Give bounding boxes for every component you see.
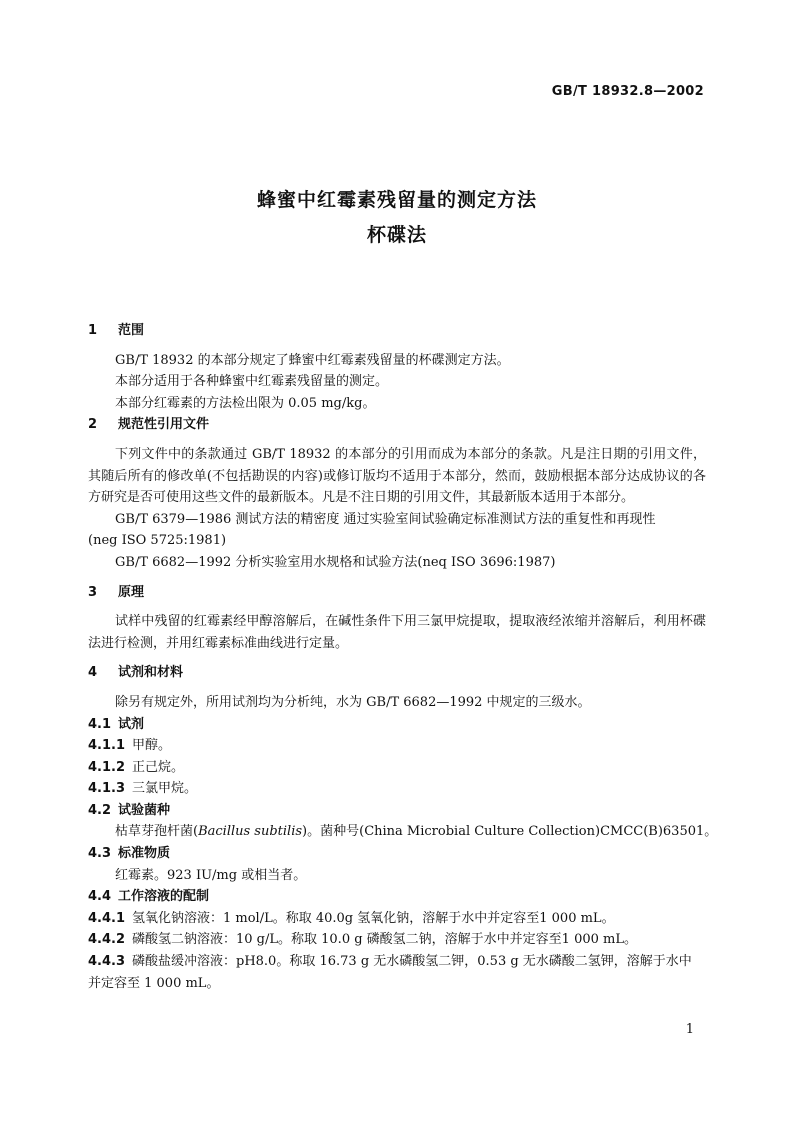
standard-number: GB/T 18932.8—2002 bbox=[551, 84, 704, 99]
paragraph: 下列文件中的条款通过 GB/T 18932 的本部分的引用而成为本部分的条款。凡是注日期的引用文件，其随后所有的修改单(不包括勘误的内容)或修订版均不适用于本部分，然而，鼓励根据本部分达成协议的各方研究是否可使用这些文件的最新版本。凡是不注日期的引用文件，其最新版本适用于本部分。 bbox=[88, 446, 706, 506]
clause-number: 4.1.2 bbox=[88, 759, 126, 775]
reference-item: GB/T 6379—1986 测试方法的精密度 通过实验室间试验确定标准测试方法的重复性和再现性 bbox=[115, 511, 656, 527]
subsection-heading bbox=[88, 800, 706, 822]
paragraph: 除另有规定外，所用试剂均为分析纯，水为 GB/T 6682—1992 中规定的三级水。 bbox=[115, 694, 591, 710]
clause-text: 磷酸盐缓冲溶液：pH8.0。称取 16.73 g 无水磷酸氢二钾，0.53 g 无水磷酸二氢钾，溶解于水中 bbox=[132, 954, 692, 970]
clause-number: 4.1.1 bbox=[88, 738, 126, 754]
paragraph: 本部分红霉素的方法检出限为 0.05 mg/kg。 bbox=[115, 395, 376, 411]
paragraph: 红霉素。923 IU/mg 或相当者。 bbox=[115, 867, 307, 883]
section-number: 4 bbox=[88, 665, 98, 681]
reference-item: GB/T 6682—1992 分析实验室用水规格和试验方法(neq ISO 3696:1987) bbox=[115, 554, 556, 570]
clause bbox=[88, 735, 706, 757]
paragraph: GB/T 18932 的本部分规定了蜂蜜中红霉素残留量的杯碟测定方法。 bbox=[115, 352, 510, 368]
document-body bbox=[88, 320, 718, 994]
clause-number: 4.1.3 bbox=[88, 781, 126, 797]
clause-continuation: 并定容至 1 000 mL。 bbox=[88, 975, 220, 991]
text-run: )。菌种号(China Microbial Culture Collection)CMCC(B)63501。 bbox=[302, 824, 718, 840]
reference-item-continuation: (neg ISO 5725:1981) bbox=[88, 533, 227, 549]
section-4-heading bbox=[88, 662, 706, 684]
clause-number: 4.4.3 bbox=[88, 954, 126, 970]
document-subtitle: 杯碟法 bbox=[366, 224, 427, 246]
clause-text: 正己烷。 bbox=[132, 759, 185, 775]
clause bbox=[88, 929, 706, 951]
clause bbox=[88, 778, 706, 800]
document-title: 蜂蜜中红霉素残留量的测定方法 bbox=[256, 189, 537, 211]
section-title: 标准物质 bbox=[118, 846, 171, 862]
text-run: 枯草芽孢杆菌( bbox=[115, 824, 199, 840]
clause-text: 三氯甲烷。 bbox=[132, 781, 198, 797]
section-number: 3 bbox=[88, 584, 98, 600]
clause bbox=[88, 951, 706, 973]
subsection-heading bbox=[88, 843, 706, 865]
section-number: 1 bbox=[88, 323, 98, 338]
section-title: 试剂 bbox=[118, 716, 145, 732]
section-title: 工作溶液的配制 bbox=[118, 889, 210, 905]
section-title: 规范性引用文件 bbox=[118, 417, 210, 433]
page-number: 1 bbox=[685, 1022, 694, 1037]
clause bbox=[88, 757, 706, 779]
subsection-heading bbox=[88, 714, 706, 736]
section-title: 试验菌种 bbox=[118, 802, 171, 818]
clause-text: 甲醇。 bbox=[132, 738, 172, 754]
paragraph bbox=[88, 821, 718, 843]
section-title: 原理 bbox=[118, 584, 145, 600]
section-number: 4.2 bbox=[88, 802, 112, 818]
subsection-heading bbox=[88, 886, 706, 908]
section-title: 试剂和材料 bbox=[118, 665, 184, 681]
clause-text: 磷酸氢二钠溶液：10 g/L。称取 10.0 g 磷酸氢二钠，溶解于水中并定容至1 000 mL。 bbox=[132, 932, 637, 948]
clause-number: 4.4.2 bbox=[88, 932, 126, 948]
paragraph: 试样中残留的红霉素经甲醇溶解后，在碱性条件下用三氯甲烷提取，提取液经浓缩并溶解后，利用杯碟法进行检测，并用红霉素标准曲线进行定量。 bbox=[88, 614, 706, 651]
section-title: 范围 bbox=[118, 323, 145, 338]
clause bbox=[88, 908, 706, 930]
paragraph: 本部分适用于各种蜂蜜中红霉素残留量的测定。 bbox=[115, 374, 389, 390]
section-number: 2 bbox=[88, 417, 98, 433]
clause-number: 4.4.1 bbox=[88, 910, 126, 926]
section-number: 4.4 bbox=[88, 889, 112, 905]
section-2-heading bbox=[88, 414, 706, 436]
clause-text: 氢氧化钠溶液：1 mol/L。称取 40.0g 氢氧化钠，溶解于水中并定容至1 000 mL。 bbox=[132, 910, 615, 926]
section-number: 4.1 bbox=[88, 716, 112, 732]
section-number: 4.3 bbox=[88, 846, 112, 862]
section-1-heading bbox=[88, 320, 706, 342]
section-3-heading bbox=[88, 582, 706, 604]
species-name: Bacillus subtilis bbox=[198, 824, 303, 840]
